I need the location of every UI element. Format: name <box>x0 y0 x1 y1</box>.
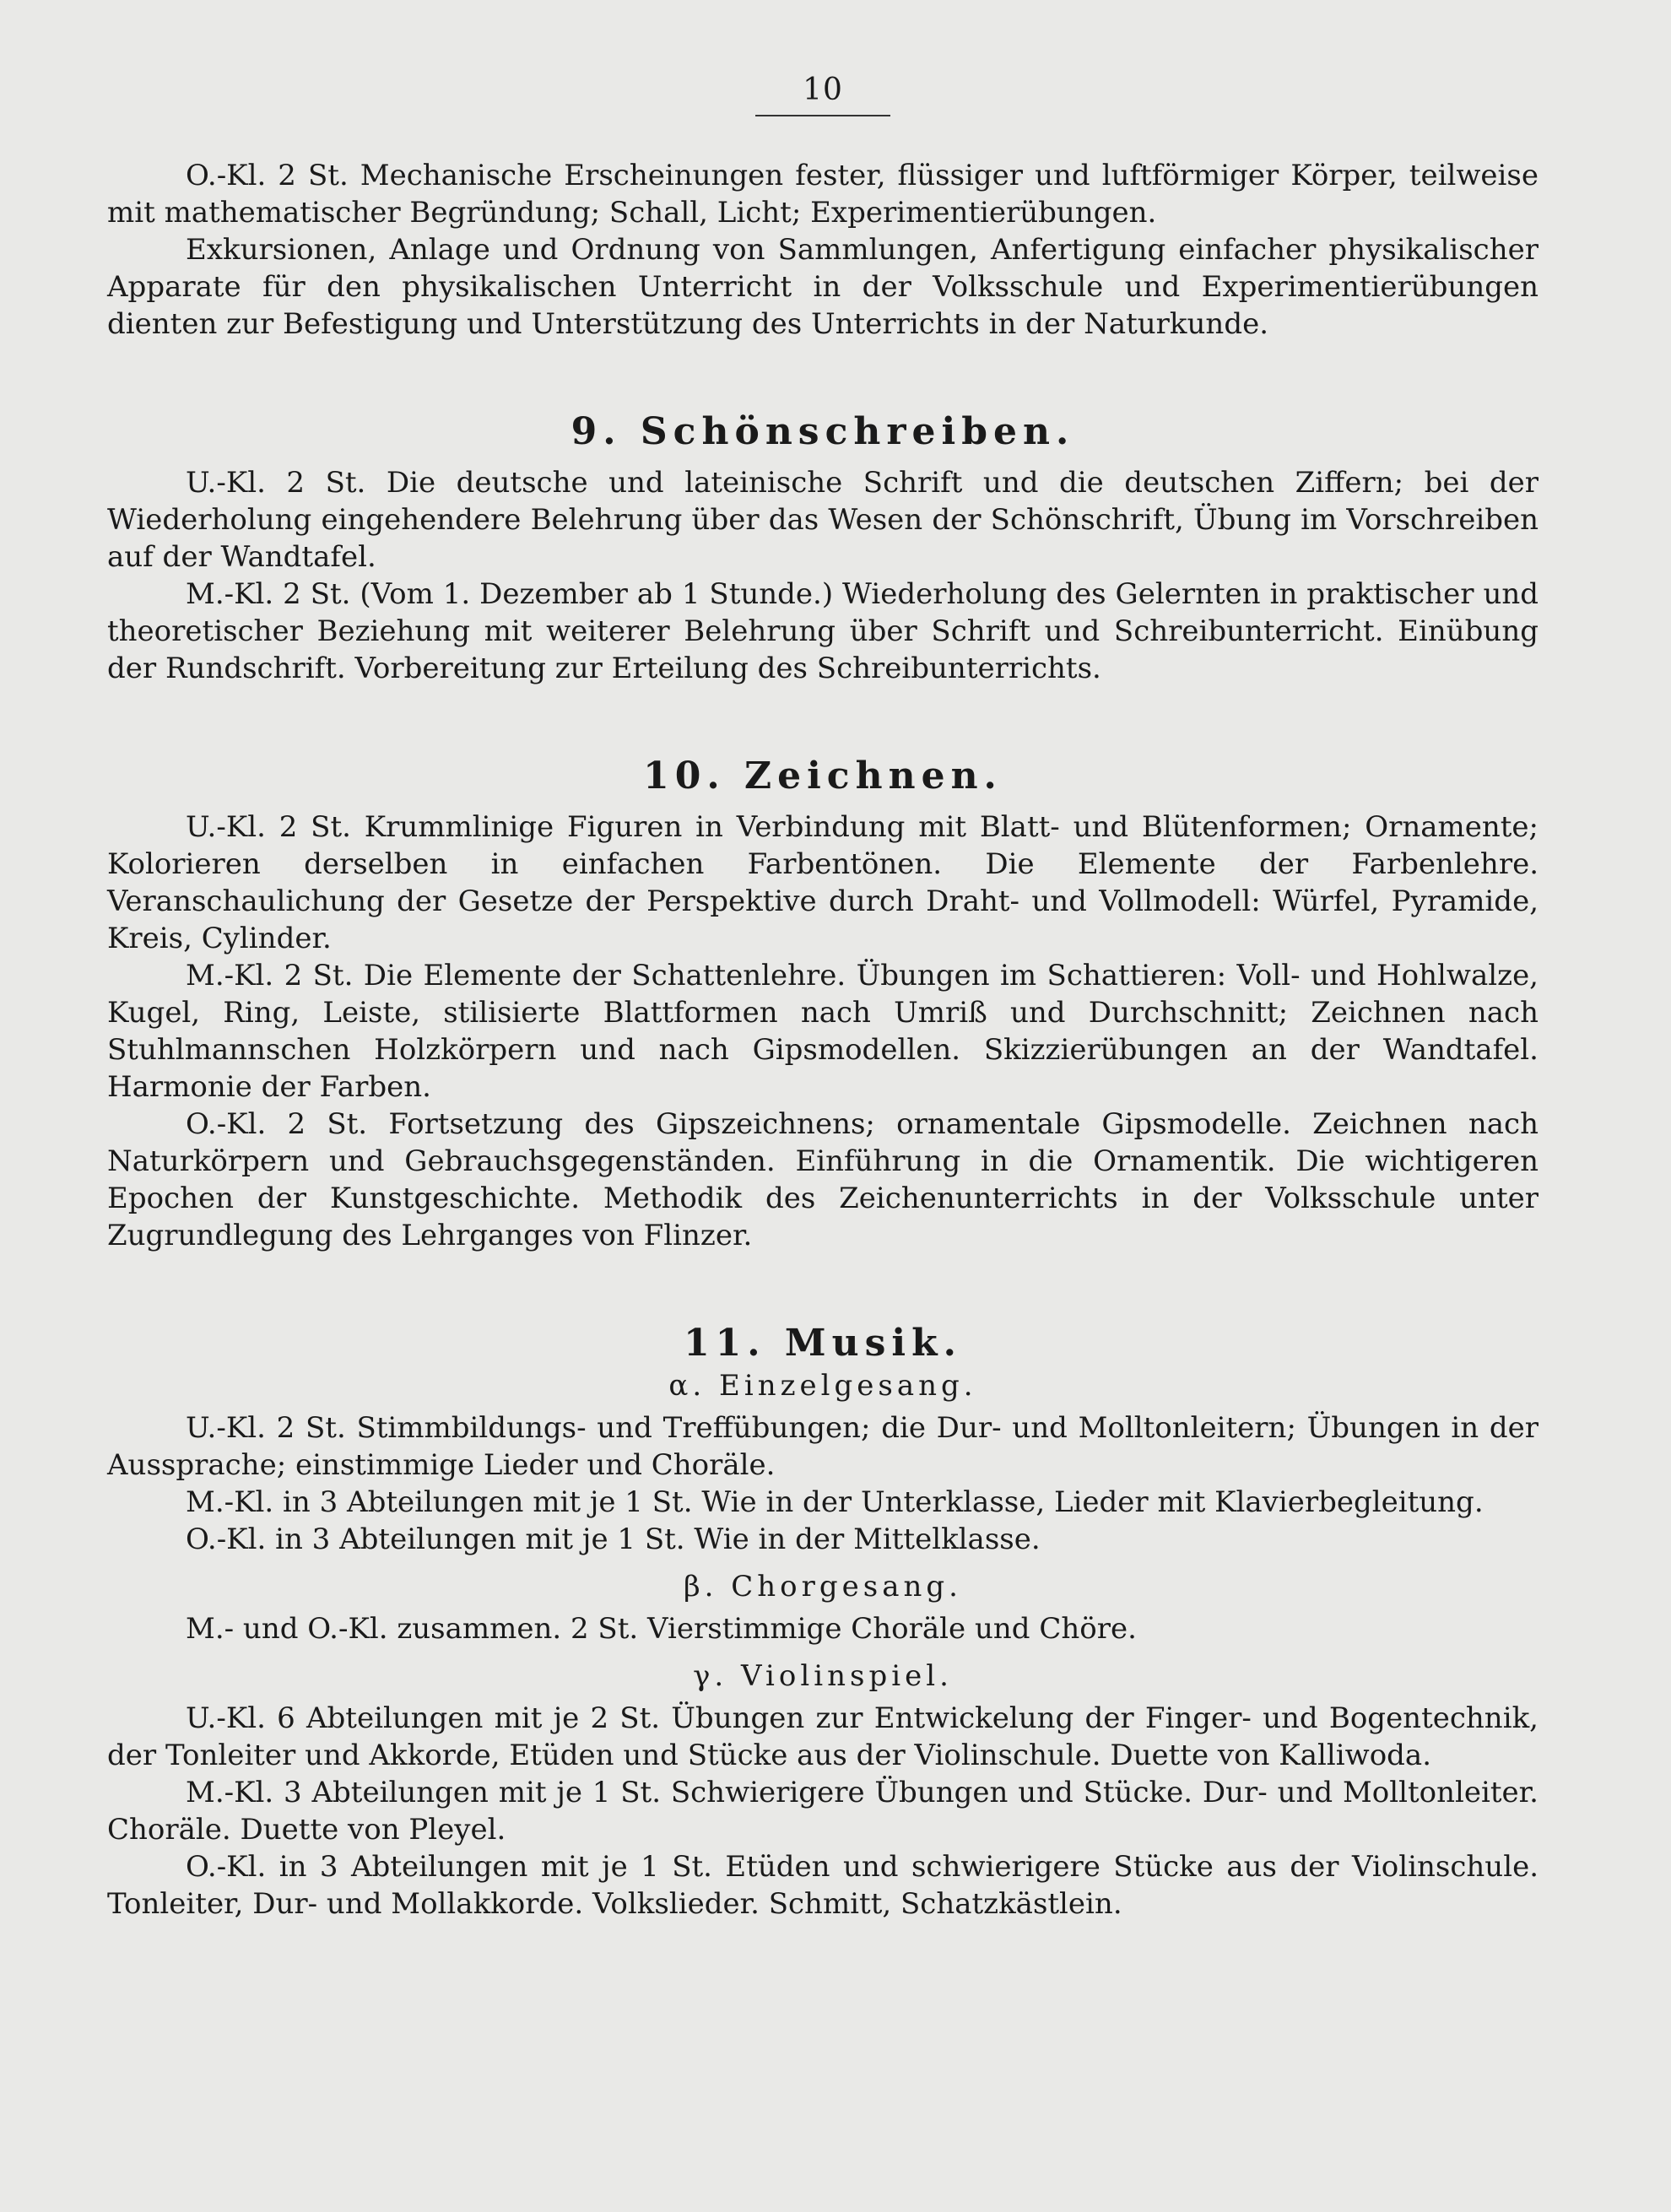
section-zeichnen <box>107 809 1539 1254</box>
section-heading-schoenschreiben: 9. Schönschreiben. <box>571 410 1075 453</box>
paragraph-violinspiel-o-kl: O.-Kl. in 3 Abteilungen mit je 1 St. Etüden und schwierigere Stücke aus der Violinschule. Tonleiter, Dur- und Mollakkorde. Volkslieder. Schmitt, Schatzkästlein. <box>107 1850 1539 1921</box>
paragraph-physics-exkursionen: Exkursionen, Anlage und Ordnung von Sammlungen, Anfertigung einfacher physikalischer Apparate für den physikalischen Unterricht in der Volksschule und Experimentierübungen dienten zur Befestigung und Unterstützung des Unterrichts in der Naturkunde. <box>107 233 1539 341</box>
paragraph-zeichnen-m-kl: M.-Kl. 2 St. Die Elemente der Schattenlehre. Übungen im Schattieren: Voll- und Hohlwalze, Kugel, Ring, Leiste, stilisierte Blattformen nach Umriß und Durchschnitt; Zeichnen nach Stuhlmannschen Holzkörpern und nach Gipsmodellen. Skizzierübungen an der Wandtafel. Harmonie der Farben. <box>107 959 1539 1104</box>
physics-section-continuation <box>107 157 1539 343</box>
paragraph-einzelgesang-o-kl: O.-Kl. in 3 Abteilungen mit je 1 St. Wie in der Mittelklasse. <box>186 1522 1041 1556</box>
paragraph-einzelgesang-m-kl: M.-Kl. in 3 Abteilungen mit je 1 St. Wie in der Unterklasse, Lieder mit Klavierbegleitung. <box>186 1485 1484 1519</box>
paragraph-violinspiel-m-kl: M.-Kl. 3 Abteilungen mit je 1 St. Schwierigere Übungen und Stücke. Dur- und Molltonleiter. Choräle. Duette von Pleyel. <box>107 1776 1539 1847</box>
paragraph-violinspiel-u-kl: U.-Kl. 6 Abteilungen mit je 2 St. Übungen zur Entwickelung der Finger- und Bogentechnik, der Tonleiter und Akkorde, Etüden und Stücke aus der Violinschule. Duette von Kalliwoda. <box>107 1701 1539 1772</box>
paragraph-physics-o-kl: O.-Kl. 2 St. Mechanische Erscheinungen fester, flüssiger und luftförmiger Körper, teilweise mit mathematischer Begründung; Schall, Licht; Experimentierübungen. <box>107 159 1539 230</box>
paragraph-schoenschreiben-u-kl: U.-Kl. 2 St. Die deutsche und lateinische Schrift und die deutschen Ziffern; bei der Wiederholung eingehendere Belehrung über das Wesen der Schönschrift, Übung im Vorschreiben auf der Wandtafel. <box>107 466 1539 574</box>
paragraph-schoenschreiben-m-kl: M.-Kl. 2 St. (Vom 1. Dezember ab 1 Stunde.) Wiederholung des Gelernten in praktischer und theoretischer Beziehung mit weiterer Belehrung über Schrift und Schreibunterricht. Einübung der Rundschrift. Vorbereitung zur Erteilung des Schreibunterrichts. <box>107 577 1539 685</box>
page-number-rule <box>755 115 890 116</box>
section-heading-musik: 11. Musik. <box>684 1322 962 1365</box>
section-schoenschreiben <box>107 464 1539 687</box>
section-heading-zeichnen: 10. Zeichnen. <box>643 754 1003 798</box>
paragraph-zeichnen-o-kl: O.-Kl. 2 St. Fortsetzung des Gipszeichnens; ornamentale Gipsmodelle. Zeichnen nach Naturkörpern und Gebrauchsgegenständen. Einführung in die Ornamentik. Die wichtigeren Epochen der Kunstgeschichte. Methodik des Zeichenunterrichts in der Volksschule unter Zugrundlegung des Lehrganges von Flinzer. <box>107 1107 1539 1252</box>
subheading-einzelgesang: α. Einzelgesang. <box>668 1369 977 1403</box>
page-number: 10 <box>803 73 843 107</box>
subheading-chorgesang: β. Chorgesang. <box>684 1570 962 1604</box>
subheading-violinspiel: γ. Violinspiel. <box>693 1659 953 1693</box>
section-musik <box>107 1367 1539 1923</box>
paragraph-zeichnen-u-kl: U.-Kl. 2 St. Krummlinige Figuren in Verbindung mit Blatt- und Blütenformen; Ornamente; Kolorieren derselben in einfachen Farbentönen. Die Elemente der Farbenlehre. Veranschaulichung der Gesetze der Perspektive durch Draht- und Vollmodell: Würfel, Pyramide, Kreis, Cylinder. <box>107 810 1539 955</box>
paragraph-chorgesang: M.- und O.-Kl. zusammen. 2 St. Vierstimmige Choräle und Chöre. <box>186 1612 1137 1646</box>
page-content <box>107 157 1539 1923</box>
paragraph-einzelgesang-u-kl: U.-Kl. 2 St. Stimmbildungs- und Treffübungen; die Dur- und Molltonleitern; Übungen in der Aussprache; einstimmige Lieder und Choräle. <box>107 1411 1539 1482</box>
